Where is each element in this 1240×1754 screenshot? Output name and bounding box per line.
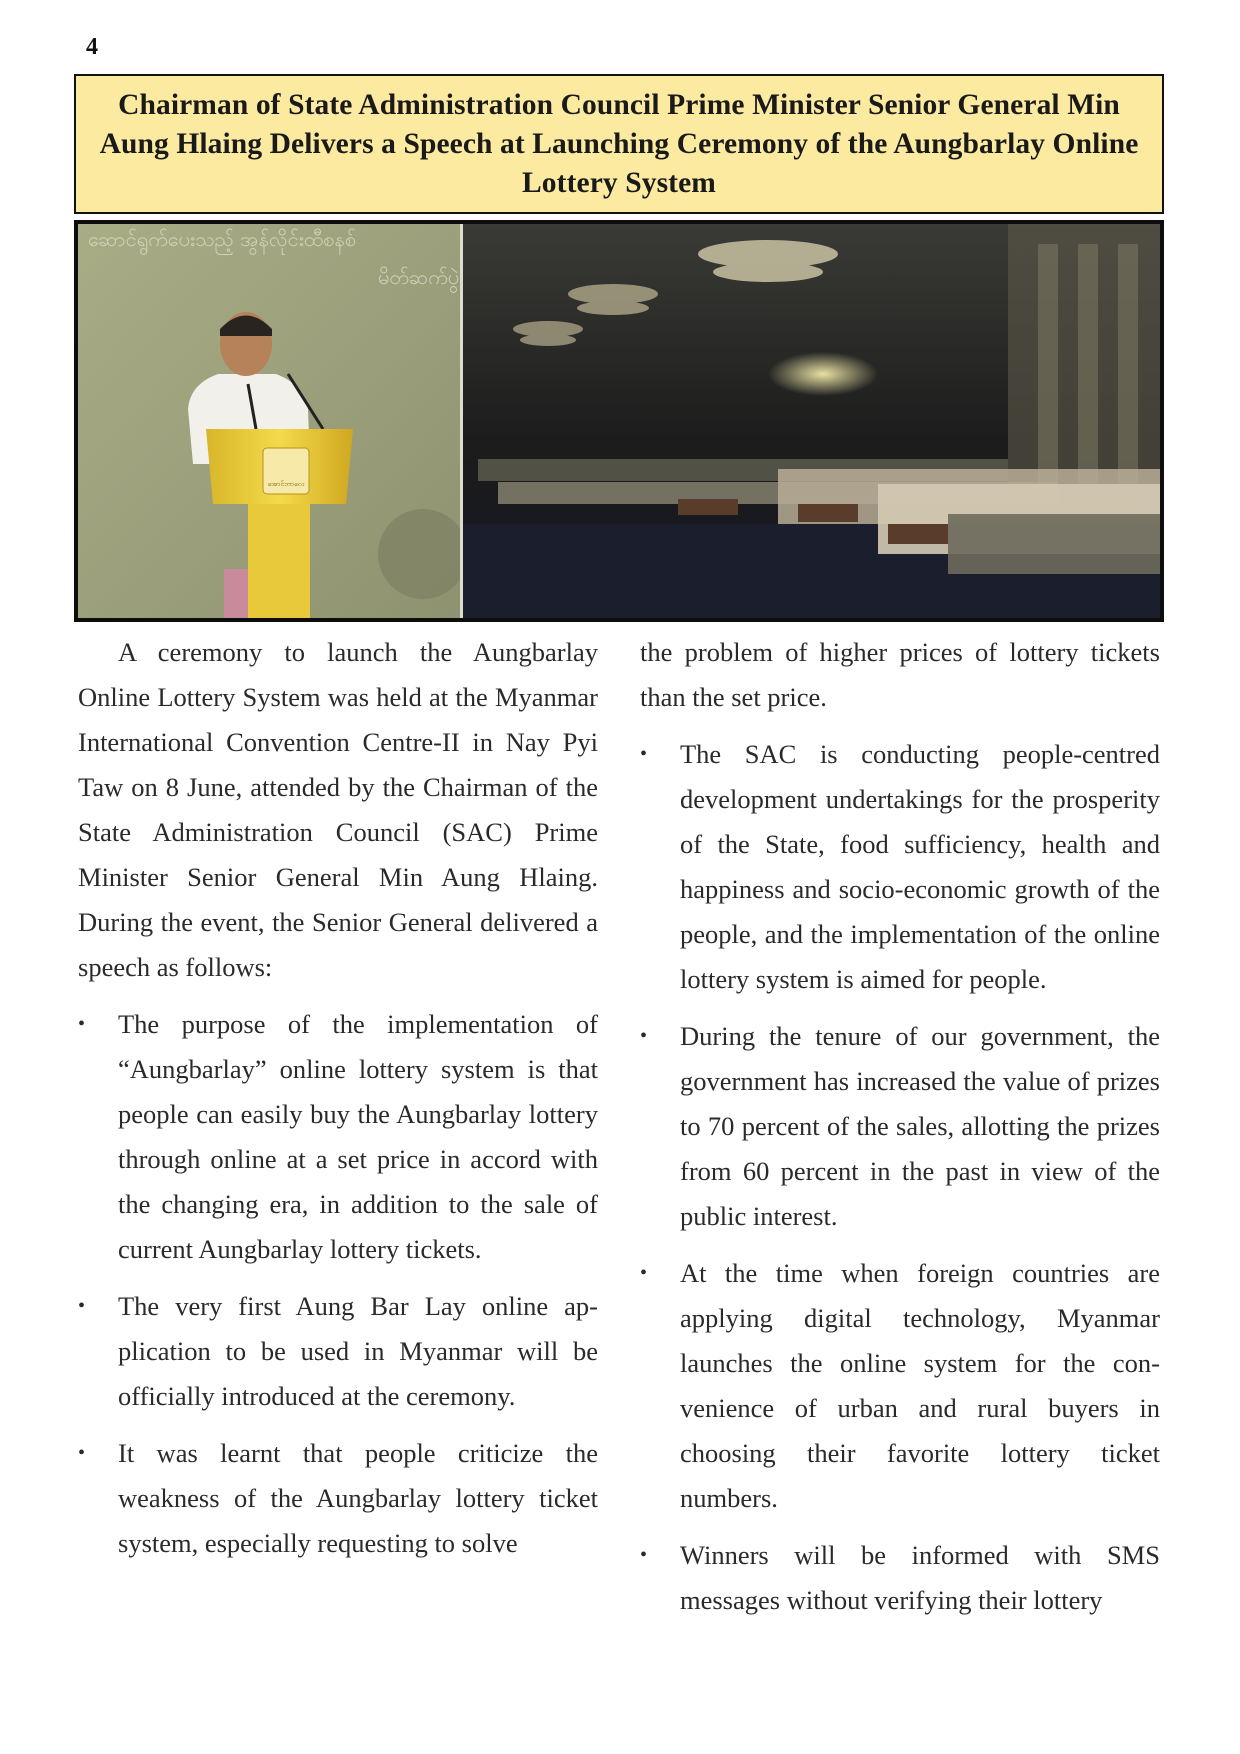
list-item <box>78 1284 598 1419</box>
list-item-text: The very first Aung Bar Lay online application to be used in Myanmar will be officially introduced at the ceremony. <box>118 1291 598 1411</box>
backdrop-text-2: မိတ်ဆက်ပွဲ <box>378 265 460 289</box>
list-item-text: Winners will be informed with SMS messages without verifying their lottery <box>680 1540 1160 1615</box>
bullet-icon: • <box>640 743 648 765</box>
page-number: 4 <box>86 34 98 60</box>
event-photo <box>74 220 1164 622</box>
spotlight <box>768 352 878 396</box>
left-column <box>78 630 598 1566</box>
list-item <box>78 1002 598 1272</box>
event-photo-illustration <box>78 224 1160 618</box>
shadow <box>378 509 468 599</box>
chandelier-1 <box>698 240 838 282</box>
bullet-icon: • <box>78 1013 86 1035</box>
list-item <box>640 1014 1160 1239</box>
intro-paragraph: A ceremony to launch the Aungbarlay Online Lottery System was held at the Myanmar International Convention Centre-II in Nay Pyi Taw on 8 June, attended by the Chairman of the State Administration Council (SAC) Prime Minister Senior General Min Aung Hlaing. During the event, the Senior General delivered a speech as follows: <box>78 637 598 982</box>
podium-emblem-text: အောင်ဘာလေ <box>267 480 305 488</box>
right-column <box>640 630 1160 1623</box>
bullet-icon: • <box>78 1295 86 1317</box>
article-headline: Chairman of State Administration Council Prime Minister Senior General Min Aung Hlaing Delivers a Speech at Launching Ceremony of the Aungbarlay Online Lottery System <box>99 88 1139 199</box>
list-item-text: The SAC is conducting people-centred development undertakings for the prosperity of the State, food sufficiency, health and happiness and socio-economic growth of the people, and the implementation of the online lottery system is aimed for people. <box>680 739 1160 994</box>
chandelier-2 <box>568 284 658 315</box>
left-bullet-list <box>78 1002 598 1566</box>
backdrop-text-1: ဆောင်ရွက်ပေးသည့် အွန်လိုင်းထီစနစ် <box>88 227 356 251</box>
chandelier-3 <box>513 321 583 346</box>
bullet-icon: • <box>640 1544 648 1566</box>
right-bullet-list <box>640 732 1160 1623</box>
list-item <box>640 1251 1160 1521</box>
list-item-text: At the time when foreign countries are applying digital technology, Myanmar launches the online system for the convenience of urban and rural buyers in choosing their favorite lottery ticket numbers. <box>680 1258 1160 1513</box>
list-item <box>640 732 1160 1002</box>
headline-box <box>74 74 1164 214</box>
list-item-text: The purpose of the implementation of “Aungbarlay” online lottery system is that people can easily buy the Aungbarlay lottery through online at a set price in accord with the changing era, in addition to the sale of current Aungbarlay lottery tickets. <box>118 1009 598 1264</box>
bullet-icon: • <box>640 1262 648 1284</box>
list-item <box>78 1431 598 1566</box>
list-item <box>640 1533 1160 1623</box>
continued-text: the problem of higher prices of lottery tickets than the set price. <box>640 637 1160 712</box>
list-item-text: It was learnt that people criticize the weakness of the Aungbarlay lottery ticket system, especially requesting to solve <box>118 1438 598 1558</box>
bullet-icon: • <box>640 1025 648 1047</box>
list-item-text: During the tenure of our government, the government has increased the value of prizes to 70 percent of the sales, allotting the prizes from 60 percent in the past in view of the public interest. <box>680 1021 1160 1231</box>
bullet-icon: • <box>78 1442 86 1464</box>
